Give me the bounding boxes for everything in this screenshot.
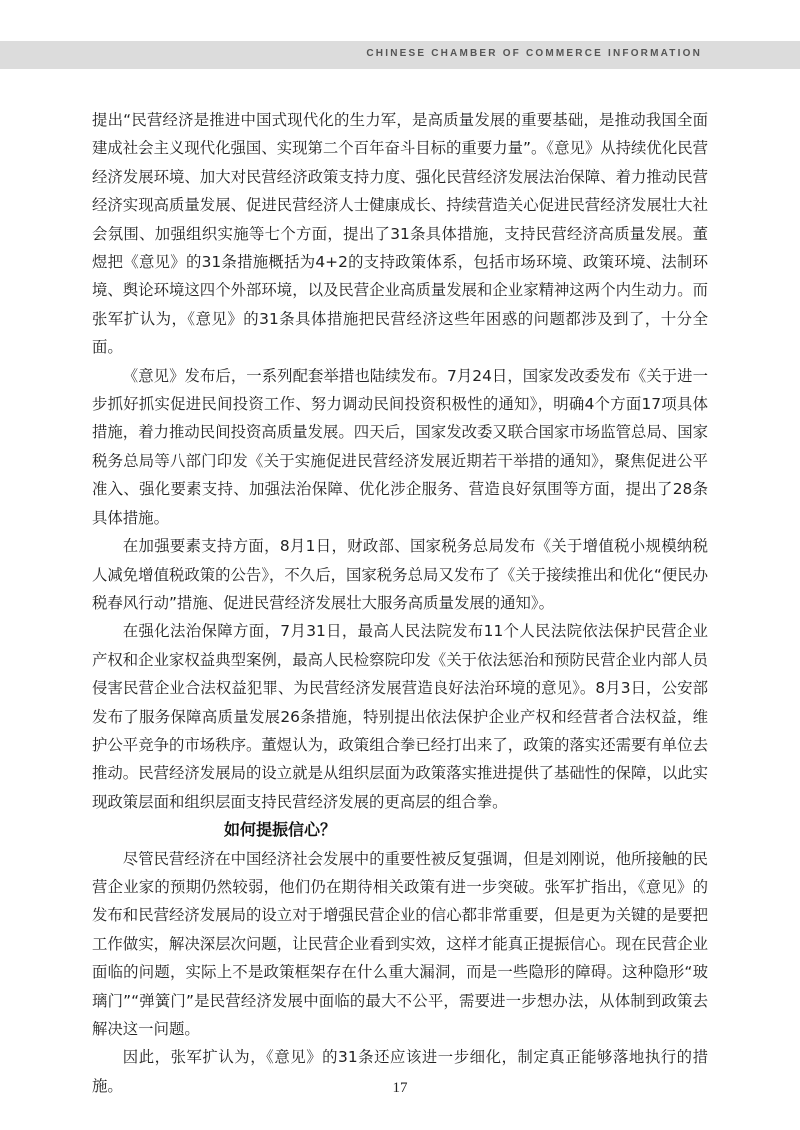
section-heading: 如何提振信心？ bbox=[224, 820, 337, 840]
article-paragraph: 在强化法治保障方面，7月31日，最高人民法院发布11个人民法院依法保护民营企业产权和企业家权益典型案例，最高人民检察院印发《关于依法惩治和预防民营企业内部人员侵害民营企业合法权益犯罪、为民营经济发展营造良好法治环境的意见》。8月3日，公安部发布了服务保障高质量发展26条措施，特别提出依法保护企业产权和经营者合法权益，维护公平竞争的市场秩序。董煜认为，政策组合拳已经打出来了，政策的落实还需要有单位去推动。民营经济发展局的设立就是从组织层面为政策落实推进提供了基础性的保障，以此实现政策层面和组织层面支持民营经济发展的更高层的组合拳。 bbox=[92, 622, 708, 811]
article-paragraph: 提出“民营经济是推进中国式现代化的生力军，是高质量发展的重要基础，是推动我国全面建成社会主义现代化强国、实现第二个百年奋斗目标的重要力量”。《意见》从持续优化民营经济发展环境、加大对民营经济政策支持力度、强化民营经济发展法治保障、着力推动民营经济实现高质量发展、促进民营经济人士健康成长、持续营造关心促进民营经济发展壮大社会氛围、加强组织实施等七个方面，提出了31条具体措施，支持民营经济高质量发展。董煜把《意见》的31条措施概括为4+2的支持政策体系，包括市场环境、政策环境、法制环境、舆论环境这四个外部环境，以及民营企业高质量发展和企业家精神这两个内生动力。而张军扩认为，《意见》的31条具体措施把民营经济这些年困惑的问题都涉及到了，十分全面。 bbox=[92, 111, 708, 357]
article-body bbox=[92, 106, 708, 1100]
article-paragraph: 《意见》发布后，一系列配套举措也陆续发布。7月24日，国家发改委发布《关于进一步抓好抓实促进民间投资工作、努力调动民间投资积极性的通知》，明确4个方面17项具体措施，着力推动民间投资高质量发展。四天后，国家发改委又联合国家市场监管总局、国家税务总局等八部门印发《关于实施促进民营经济发展近期若干举措的通知》，聚焦促进公平准入、强化要素支持、加强法治保障、优化涉企服务、营造良好氛围等方面，提出了28条具体措施。 bbox=[92, 366, 708, 527]
publication-title: CHINESE CHAMBER OF COMMERCE INFORMATION bbox=[366, 48, 702, 59]
article-paragraph: 尽管民营经济在中国经济社会发展中的重要性被反复强调，但是刘刚说，他所接触的民营企业家的预期仍然较弱，他们仍在期待相关政策有进一步突破。张军扩指出，《意见》的发布和民营经济发展局的设立对于增强民营企业的信心都非常重要，但是更为关键的是要把工作做实，解决深层次问题，让民营企业看到实效，这样才能真正提振信心。现在民营企业面临的问题，实际上不是政策框架存在什么重大漏洞，而是一些隐形的障碍。这种隐形“玻璃门”“弹簧门”是民营经济发展中面临的最大不公平，需要进一步想办法，从体制到政策去解决这一问题。 bbox=[92, 849, 708, 1038]
article-paragraph: 因此，张军扩认为，《意见》的31条还应该进一步细化，制定真正能够落地执行的措施。 bbox=[92, 1048, 708, 1095]
article-paragraph: 在加强要素支持方面，8月1日，财政部、国家税务总局发布《关于增值税小规模纳税人减免增值税政策的公告》，不久后，国家税务总局又发布了《关于接续推出和优化“便民办税春风行动”措施、促进民营经济发展壮大服务高质量发展的通知》。 bbox=[92, 537, 708, 612]
page-number: 17 bbox=[392, 1080, 408, 1096]
